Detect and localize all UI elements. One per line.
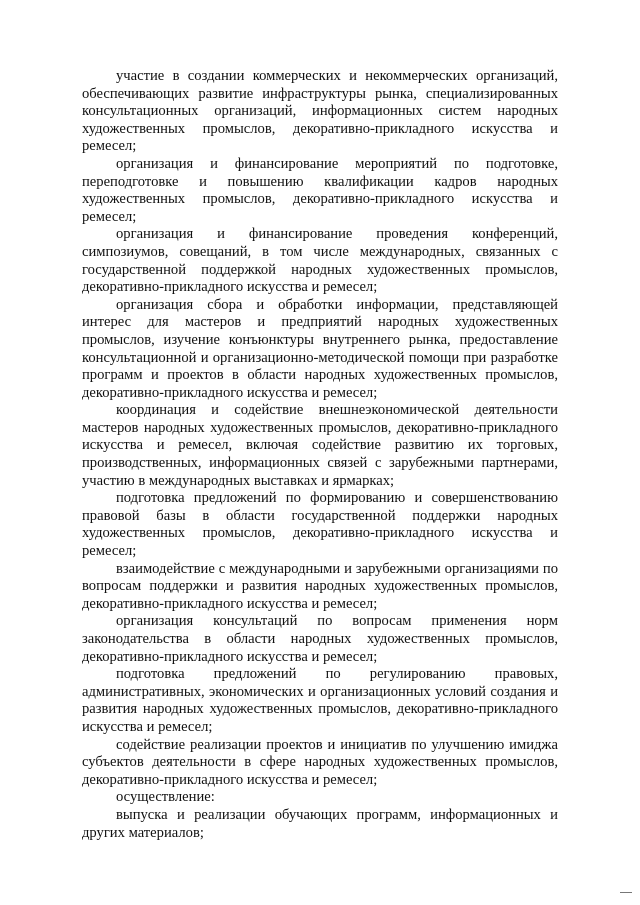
paragraph-implementation: осуществление:	[116, 789, 215, 806]
paragraph-consultations: организация консультаций по вопросам применения норм законодательства в области народных художественных промыслов, декоративно-прикладного искусства и ремесел;	[82, 613, 558, 665]
paragraph-legal-base: подготовка предложений по формированию и совершенствованию правовой базы в области государственной поддержки народных художественных промыслов, декоративно-прикладного искусства и ремесел;	[82, 490, 558, 560]
paragraph-international: взаимодействие с международными и зарубежными организациями по вопросам поддержки и развития народных художественных промыслов, декоративно-прикладного искусства и ремесел;	[82, 560, 558, 612]
paragraph-foreign-trade: координация и содействие внешнеэкономической деятельности мастеров народных художественных промыслов, декоративно-прикладного искусства и ремесел, включая содействие развитию их торговых, производственных, информационных связей с зарубежными партнерами, участию в международных выставках и ярмарках;	[82, 402, 558, 489]
page-corner-mark	[620, 892, 632, 893]
paragraph-image: содействие реализации проектов и инициатив по улучшению имиджа субъектов деятельности в сфере народных художественных промыслов, декоративно-прикладного искусства и ремесел;	[82, 736, 558, 788]
paragraph-materials: выпуска и реализации обучающих программ, информационных и других материалов;	[82, 806, 558, 841]
paragraph-regulation: подготовка предложений по регулированию правовых, административных, экономических и организационных условий создания и развития народных художественных промыслов, декоративно-прикладного искусства и ремесел;	[82, 666, 558, 735]
paragraph-conferences: организация и финансирование проведения конференций, симпозиумов, совещаний, в том числе международных, связанных с государственной поддержкой народных художественных промыслов, декоративно-прикладного искусства и ремесел;	[82, 226, 558, 296]
document-page	[82, 68, 558, 842]
paragraph-information: организация сбора и обработки информации, представляющей интерес для мастеров и предприятий народных художественных промыслов, изучение конъюнктуры внутреннего рынка, предоставление консультационной и организационно-методической помощи при разработке программ и проектов в области народных художественных промыслов, декоративно-прикладного искусства и ремесел;	[82, 296, 558, 401]
paragraph-training: организация и финансирование мероприятий по подготовке, переподготовке и повышению квалификации кадров народных художественных промыслов, декоративно-прикладного искусства и ремесел;	[82, 155, 558, 225]
paragraph-infrastructure: участие в создании коммерческих и некоммерческих организаций, обеспечивающих развитие инфраструктуры рынка, специализированных консультационных организаций, информационных систем народных художественных промыслов, декоративно-прикладного искусства и ремесел;	[82, 68, 558, 155]
